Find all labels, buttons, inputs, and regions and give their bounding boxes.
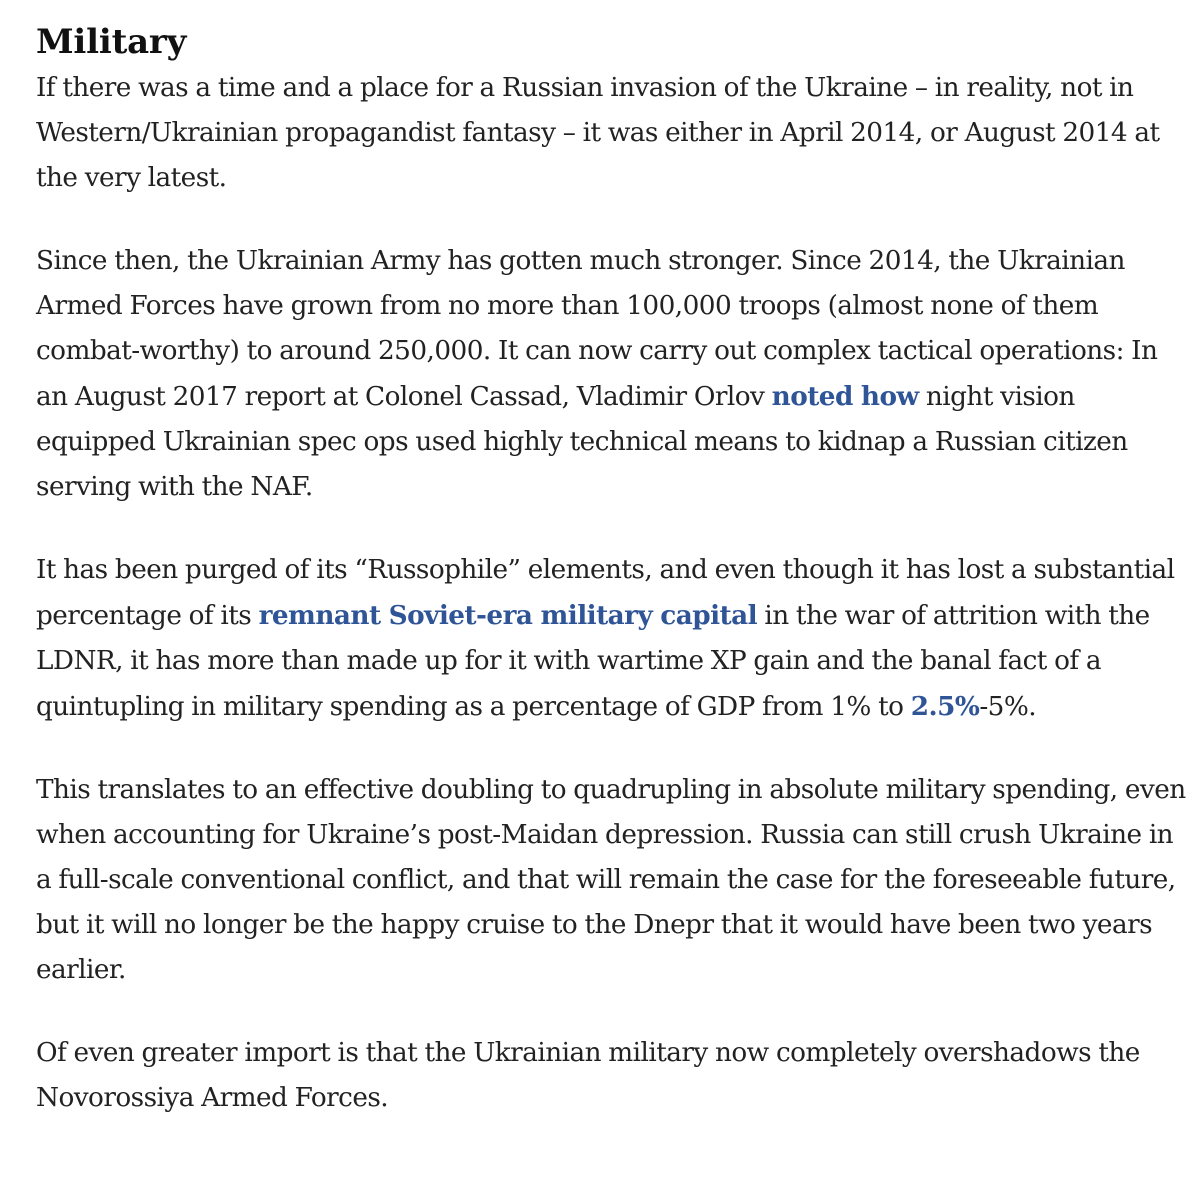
soviet-military-capital-link[interactable]: remnant Soviet-era military capital [258, 600, 758, 631]
section-heading: Military [36, 22, 187, 62]
paragraph-3-text-before: It has been purged of its “Russophile” elements, and even though it has lost a substantial percentage of its [36, 555, 1175, 631]
paragraph-5 [36, 1031, 1186, 1121]
paragraph-3-text-middle: in the war of attrition with the LDNR, it has more than made up for it with wartime XP gain and the banal fact of a quintupling in military spending as a percentage of GDP from 1% to [36, 601, 1150, 722]
article-body [36, 20, 1186, 1121]
paragraph-3 [36, 548, 1186, 730]
paragraph-1-text: If there was a time and a place for a Russian invasion of the Ukraine – in reality, not in Western/Ukrainian propagandist fantasy – it was either in April 2014, or August 2014 at the very latest. [36, 73, 1160, 193]
paragraph-2 [36, 239, 1186, 510]
paragraph-5-text: Of even greater import is that the Ukrainian military now completely overshadows the Novorossiya Armed Forces. [36, 1038, 1140, 1113]
noted-how-link[interactable]: noted how [771, 381, 919, 412]
paragraph-2-text-before: Since then, the Ukrainian Army has gotten much stronger. Since 2014, the Ukrainian Armed Forces have grown from no more than 100,000 troops (almost none of them combat-worthy) to around 250,000. It can now carry out complex tactical operations: In an August 2017 report at Colonel Cassad, Vladimir Orlov [36, 246, 1158, 412]
paragraph-3-text-after: -5%. [979, 692, 1037, 722]
paragraph-2-text-after: night vision equipped Ukrainian spec ops used highly technical means to kidnap a Russian citizen serving with the NAF. [36, 382, 1128, 502]
paragraph-1 [36, 66, 1186, 201]
paragraph-4-text: This translates to an effective doubling to quadrupling in absolute military spending, even when accounting for Ukraine’s post-Maidan depression. Russia can still crush Ukraine in a full-scale conventional conflict, and that will remain the case for the foreseeable future, but it will no longer be the happy cruise to the Dnepr that it would have been two years earlier. [36, 775, 1186, 985]
paragraph-4 [36, 768, 1186, 993]
military-spending-link[interactable]: 2.5% [910, 691, 980, 722]
